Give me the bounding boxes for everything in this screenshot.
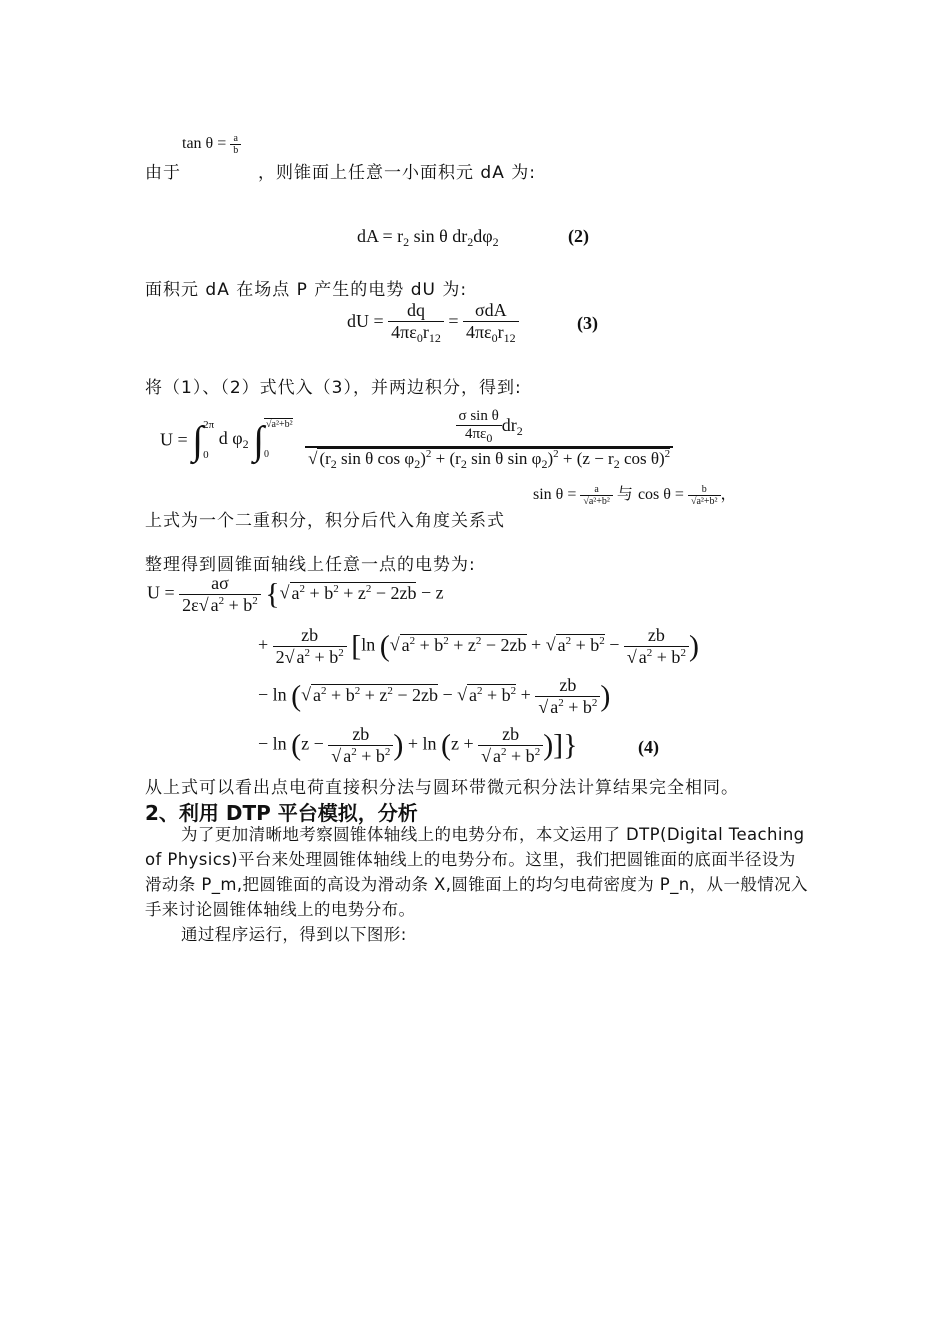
line2-text: 面积元 dA 在场点 P 产生的电势 dU 为: bbox=[145, 280, 468, 300]
equation-3-label: (3) bbox=[577, 313, 598, 333]
line5-text: 整理得到圆锥面轴线上任意一点的电势为: bbox=[145, 555, 476, 575]
angle-relations: sin θ = $\frac{a}{\text{√a²+b²}}$ 与 cos θ = $\frac{b}{\text{√a²+b²}}$ ， bbox=[533, 483, 737, 507]
line6-text: 从上式可以看出点电荷直接积分法与圆环带微元积分法计算结果完全相同。 bbox=[145, 778, 739, 798]
paragraph-dtp-text: 为了更加清晰地考察圆锥体轴线上的电势分布，本文运用了 DTP(Digital Teaching of Physics)平台来处理圆锥体轴线上的电势分布。这里，我们把圆锥面的底面半径设为滑动条 P_m,把圆锥面的高设为滑动条 X,圆锥面上的均匀电荷密度为 P_n，从一般情况入手来讨论圆锥体轴线上的电势分布。 bbox=[145, 825, 808, 919]
equation-2: dA = $r_2$ sin θ $dr_2d\varphi_2$ bbox=[357, 226, 499, 249]
line4-joiner: 与 bbox=[616, 486, 634, 503]
line1-prefix: 由于 bbox=[145, 163, 181, 183]
equation-4-row-4: − ln (z − $\frac{zb}{√ a^2 + b^2}$ ) + ln (z + $\frac{zb}{√ a^2 + b^2}$ )]} bbox=[258, 724, 578, 766]
equation-3: dU = $\frac{dq}{4\pi\varepsilon_0r_{12}}$ = $\frac{\text{σdA}}{4\pi\varepsilon_0r_{12}}$ bbox=[347, 300, 519, 346]
equation-2-label: (2) bbox=[568, 226, 589, 246]
line4-end: ， bbox=[720, 486, 737, 503]
line4-text: 上式为一个二重积分，积分后代入角度关系式 bbox=[145, 511, 505, 531]
line3-text: 将（1）、（2）式代入（3），并两边积分，得到: bbox=[145, 378, 522, 398]
paragraph-dtp bbox=[145, 822, 810, 922]
equation-4-row-2: + $\frac{zb}{2√ a^2 + b^2}$ [ln (√ $a^2 + b^2 + z^2 - 2zb$ + √ $a^2 + b^2$ − $\frac{zb}{√ a^2 + b^2}$ ) bbox=[258, 625, 699, 667]
equation-4-row-1: U = $\frac{a\sigma}{2\varepsilon√ a^2 + b^2}$ {√ $a^2 + b^2 + z^2 - 2zb - z$ bbox=[147, 573, 444, 615]
tan-theta-formula: tan θ = $\frac{a}{b}$ bbox=[182, 133, 241, 156]
double-integral-equation: U = ∫ 2π 0 d $\varphi_2$ ∫ √a²+b² 0 $\frac{\text{σ sin θ}}{4\pi\varepsilon_0}$ $dr_2$ √ ($r_2$ sin θ $\cos \varphi_2)^2 + (r_2$ sin θ $\sin \varphi_2)^2 + (z - r_2$ cos θ)$^2$ bbox=[160, 408, 673, 472]
paragraph-result: 通过程序运行，得到以下图形: bbox=[181, 925, 407, 944]
equation-4-row-3: − ln (√ $a^2 + b^2 + z^2 - 2zb$ − √ $a^2 + b^2$ + $\frac{zb}{√ a^2 + b^2}$ ) bbox=[258, 675, 611, 717]
section-heading: 2、利用 DTP 平台模拟，分析 bbox=[145, 801, 418, 825]
equation-4-label: (4) bbox=[638, 737, 659, 757]
line1-suffix: ，则锥面上任意一小面积元 dA 为: bbox=[258, 163, 536, 183]
